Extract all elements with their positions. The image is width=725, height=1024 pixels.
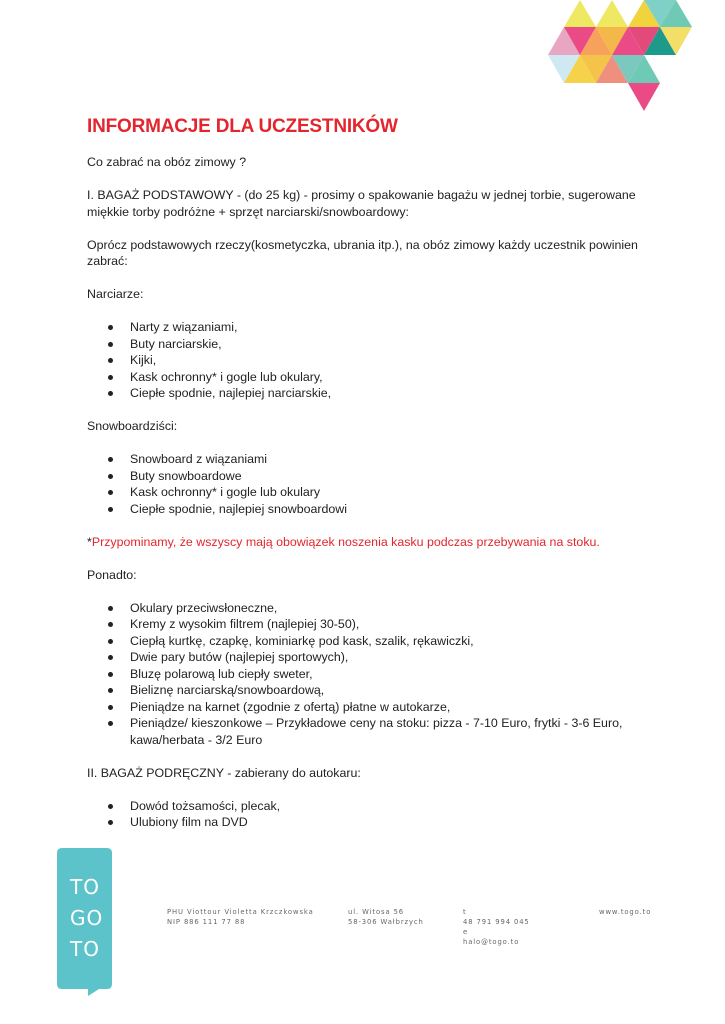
reminder-text: Przypominamy, że wszyscy mają obowiązek noszenia kasku podczas przebywania na stoku. (91, 534, 600, 549)
footer-phone-label: t (463, 908, 467, 916)
hand-luggage-list (87, 798, 647, 831)
list-item: Bieliznę narciarską/snowboardową, (130, 682, 647, 699)
snowboarders-heading: Snowboardziści: (87, 419, 178, 433)
footer-company: PHU Viottour Violetta Krzczkowska (167, 908, 314, 916)
footer-city: 58-306 Wałbrzych (348, 918, 424, 926)
snowboarders-list (87, 451, 647, 517)
list-item: Ciepłą kurtkę, czapkę, kominiarkę pod kask, szalik, rękawiczki, (130, 633, 647, 650)
list-item: Pieniądze/ kieszonkowe – Przykładowe ceny na stoku: pizza - 7-10 Euro, frytki - 3-6 Euro, kawa/herbata - 3/2 Euro (130, 715, 647, 748)
list-item: Kask ochronny* i gogle lub okulary (130, 484, 647, 501)
badge-text (70, 872, 103, 965)
list-item: Pieniądze na karnet (zgodnie z ofertą) płatne w autokarze, (130, 699, 647, 716)
togo-triangle-mosaic-logo (544, 0, 704, 115)
list-item: Narty z wiązaniami, (130, 319, 647, 336)
intro-question: Co zabrać na obóz zimowy ? (87, 155, 247, 169)
footer-address-block (348, 907, 424, 927)
helmet-reminder (87, 534, 647, 551)
list-item: Ulubiony film na DVD (130, 814, 647, 831)
footer-website[interactable]: www.togo.to (599, 908, 652, 916)
besides-paragraph: Oprócz podstawowych rzeczy(kosmetyczka, ubrania itp.), na obóz zimowy każdy uczestnik powinien zabrać: (87, 237, 638, 268)
badge-line: TO (70, 875, 100, 899)
additionally-list (87, 600, 647, 749)
list-item: Buty snowboardowe (130, 468, 647, 485)
footer-phone: 48 791 994 045 (463, 918, 530, 926)
footer-email[interactable]: halo@togo.to (463, 938, 520, 946)
page-title: INFORMACJE DLA UCZESTNIKÓW (87, 116, 398, 137)
badge-line: TO (70, 937, 100, 961)
reminder-star: * (87, 534, 92, 549)
list-item: Snowboard z wiązaniami (130, 451, 647, 468)
list-item: Okulary przeciwsłoneczne, (130, 600, 647, 617)
badge-line: GO (70, 906, 104, 930)
list-item: Bluzę polarową lub ciepły sweter, (130, 666, 647, 683)
list-item: Kremy z wysokim filtrem (najlepiej 30-50), (130, 616, 647, 633)
list-item: Dwie pary butów (najlepiej sportowych), (130, 649, 647, 666)
list-item: Dowód tożsamości, plecak, (130, 798, 647, 815)
list-item: Ciepłe spodnie, najlepiej snowboardowi (130, 501, 647, 518)
list-item: Kask ochronny* i gogle lub okulary, (130, 369, 647, 386)
footer-company-block (167, 907, 314, 927)
additionally-heading: Ponadto: (87, 567, 137, 582)
hand-luggage-heading: II. BAGAŻ PODRĘCZNY - zabierany do autokaru: (87, 765, 361, 780)
basic-luggage-paragraph: I. BAGAŻ PODSTAWOWY - (do 25 kg) - prosimy o spakowanie bagażu w jednej torbie, sugerowane miękkie torby podróżne + sprzęt narciarski/snowboardowy: (87, 188, 636, 219)
footer-street: ul. Witosa 56 (348, 908, 405, 916)
list-item: Ciepłe spodnie, najlepiej narciarskie, (130, 385, 647, 402)
skiers-heading: Narciarze: (87, 287, 144, 301)
list-item: Buty narciarskie, (130, 336, 647, 353)
footer-contact-block (463, 907, 530, 947)
list-item: Kijki, (130, 352, 647, 369)
document-body (87, 154, 647, 847)
skiers-list (87, 319, 647, 402)
footer-email-label: e (463, 928, 469, 936)
footer-nip: NIP 886 111 77 88 (167, 918, 246, 926)
footer-website-block (599, 907, 651, 917)
